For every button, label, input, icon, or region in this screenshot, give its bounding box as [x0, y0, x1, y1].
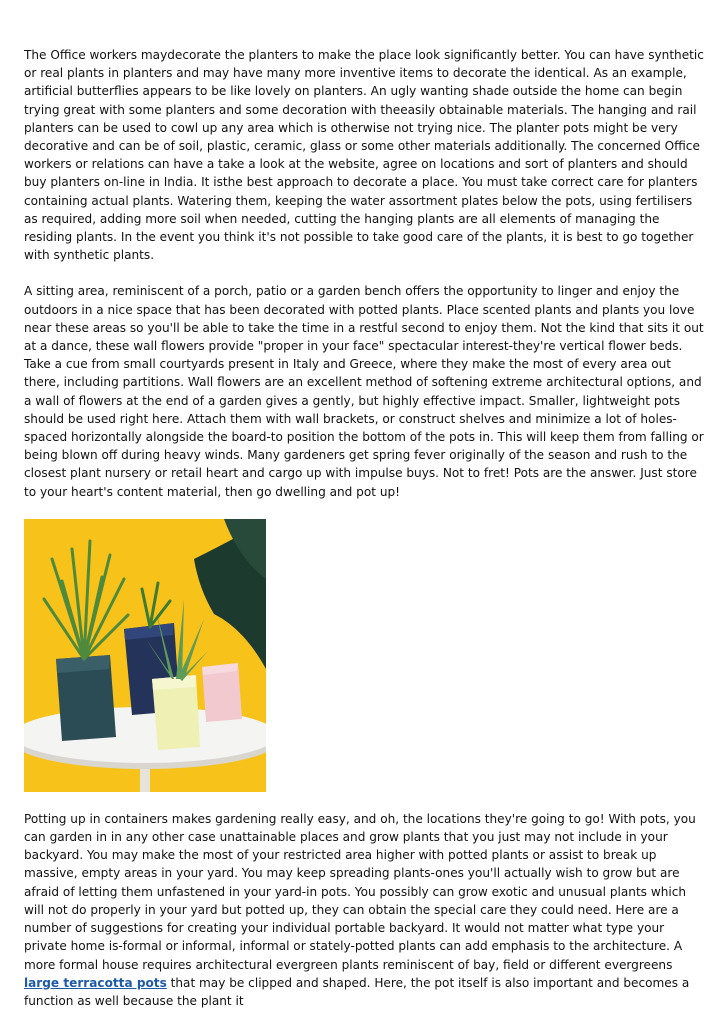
paragraph-sitting-area: A sitting area, reminiscent of a porch, patio or a garden bench offers the opportunity to linger and enjoy the outdoors in a nice space that has been decorated with potted plants. Place scented plants and plants you love near these areas so you'll be able to take the time in a restful second to enjoy them. Not the kind that sits it out at a dance, these wall flowers provide "proper in your face" spectacular interest-they're vertical flower beds. Take a cue from small courtyards present in Italy and Greece, where they make the most of every area out there, including partitions. Wall flowers are an excellent method of softening extreme architectural options, and a wall of flowers at the end of a garden gives a gently, but highly effective impact. Smaller, lightweight pots should be used right here. Attach them with wall brackets, or construct shelves and minimize a lot of holes-spaced horizontally alongside the board-to position the bottom of the pots in. This will keep them from falling or being blown off during heavy winds. Many gardeners get spring fever originally of the season and rush to the closest plant nursery or retail heart and cargo up with impulse buys. Not to fret! Pots are the answer. Just store to your heart's content material, then go dwelling and pot up! [24, 284, 704, 499]
paragraph-containers [24, 810, 704, 1010]
large-terracotta-pots-link[interactable]: large terracotta pots [24, 975, 167, 990]
potted-plants-photo [24, 519, 266, 792]
article-body [24, 46, 704, 1010]
potted-plants-photo-icon [24, 519, 266, 792]
paragraph-text-before-link: Potting up in containers makes gardening really easy, and oh, the locations they're going to go! With pots, you can garden in in any other case unattainable places and grow plants that you just may not include in your backyard. You may make the most of your restricted area higher with potted plants or assist to break up massive, empty areas in your yard. You may keep spreading plants-ones you'll actually wish to grow but are afraid of letting them unfastened in your yard-in pots. You possibly can grow exotic and unusual plants which will not do properly in your yard but potted up, they can obtain the special care they could need. Here are a number of suggestions for creating your individual portable backyard. It would not matter what type your private home is-formal or informal, informal or stately-potted plants can add emphasis to the architecture. A more formal house requires architectural evergreen plants reminiscent of bay, field or different evergreens [24, 811, 696, 972]
paragraph-office-planters: The Office workers maydecorate the planters to make the place look significantly better. You can have synthetic or real plants in planters and may have many more inventive items to decorate the identical. As an example, artificial butterflies appears to be like lovely on planters. An ugly wanting shade outside the home can begin trying great with some planters and some decoration with theeasily obtainable materials. The hanging and rail planters can be used to cowl up any area which is otherwise not trying nice. The planter pots might be very decorative and can be of soil, plastic, ceramic, glass or some other materials additionally. The concerned Office workers or relations can have a take a look at the website, agree on locations and sort of planters and should buy planters on-line in India. It isthe best approach to decorate a place. You must take correct care for planters containing actual plants. Watering them, keeping the water assortment plates below the pots, using fertilisers as required, adding more soil when needed, cutting the hanging plants are all elements of managing the residing plants. In the event you think it's not possible to take good care of the plants, it is best to go together with synthetic plants. [24, 48, 704, 263]
paragraph-text-after-link: that may be clipped and shaped. Here, the pot itself is also important and becomes a function as well because the plant it [24, 975, 690, 1008]
